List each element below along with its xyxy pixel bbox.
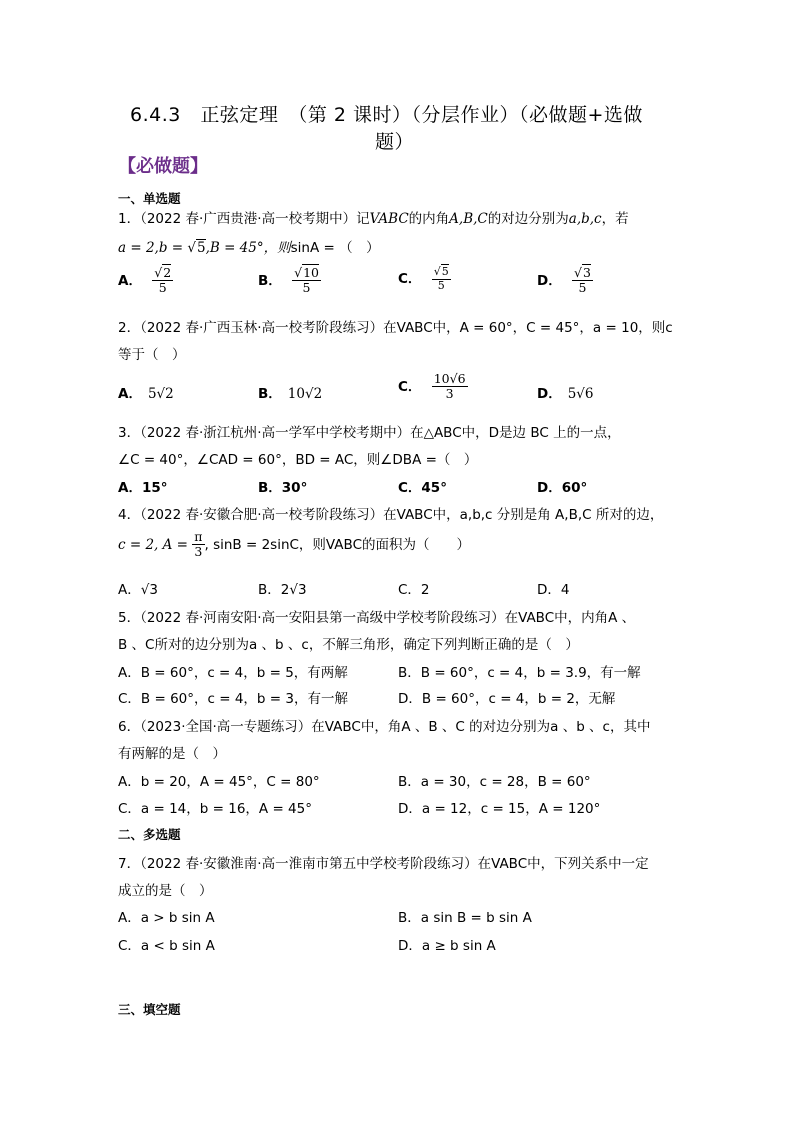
question-7-line2: 成立的是（ ） [118, 883, 213, 899]
section-tag-required [118, 152, 208, 178]
question-2-line1: 2．（2022 春·广西玉林·高一校考阶段练习）在VABC中，A = 60°，C = 45°，a = 10，则c [118, 320, 673, 336]
question-5-line2: B 、C所对的边分别为a 、b 、c，不解三角形，确定下列判断正确的是（ ） [118, 637, 579, 653]
q7-option-b: B．a sin B = b sin A [398, 910, 532, 926]
question-5-line1: 5．（2022 春·河南安阳·高一安阳县第一高级中学校考阶段练习）在VABC中，内角A 、 [118, 610, 636, 626]
tag-text: 【必做题】 [118, 156, 208, 177]
q7-option-d: D．a ≥ b sin A [398, 938, 496, 954]
q1-option-c: C． $\frac{√5}{5}$ [398, 265, 449, 292]
question-6-line2: 有两解的是（ ） [118, 746, 226, 762]
q5-option-c: C．B = 60°，c = 4，b = 3，有一解 [118, 691, 348, 707]
q1-condition: a = 2,b = [118, 240, 188, 256]
q3-option-b: B．30° [258, 480, 308, 496]
q2-option-c: C． $\frac{10√6}{3}$ [398, 371, 466, 402]
q4-option-b: B．2√3 [258, 582, 307, 598]
question-3-line1: 3．（2022 春·浙江杭州·高一学军中学校考期中）在△ABC中，D是边 BC 上的一点， [118, 425, 621, 441]
document-title-line2: 题） [375, 131, 415, 153]
section-heading-fill-in: 三、填空题 [118, 1002, 181, 1017]
document-title-line1: 6.4.3 正弦定理 （第 2 课时）（分层作业）（必做题+选做 [130, 104, 643, 126]
q1-ask: sinA = （ ） [290, 240, 380, 256]
section-heading-single-choice: 一、单选题 [118, 191, 181, 206]
q7-option-a: A．a > b sin A [118, 910, 215, 926]
q1-tail: ，若 [601, 211, 629, 227]
q5-option-a: A．B = 60°，c = 4，b = 5，有两解 [118, 665, 348, 681]
q1-mid2: 的对边分别为 [487, 211, 569, 227]
q4-option-a: A．√3 [118, 582, 158, 598]
q1-option-b: B． $\frac{√10}{5}$ [258, 265, 319, 296]
q4-option-d: D．4 [537, 582, 570, 598]
q1-option-a: A． $\frac{√2}{5}$ [118, 265, 172, 296]
question-1-line1: 1．（2022 春·广西贵港·高一校考期中）记VABC的内角A,B,C的对边分别为a,b,c，若 [118, 211, 629, 227]
question-4-line2: c = 2, A = $\frac{\pi}{3}$ , sinB = 2sinC，则VABC的面积为（ ） [118, 529, 470, 560]
q2-option-b: B． 10√2 [258, 386, 323, 402]
q5-option-d: D．B = 60°，c = 4，b = 2，无解 [398, 691, 616, 707]
section-heading-multiple-choice: 二、多选题 [118, 827, 181, 842]
q3-option-d: D．60° [537, 480, 588, 496]
q2-option-d: D． 5√6 [537, 386, 594, 402]
question-2-line2: 等于（ ） [118, 347, 186, 363]
q6-option-d: D．a = 12，c = 15，A = 120° [398, 801, 601, 817]
question-3-line2: ∠C = 40°，∠CAD = 60°，BD = AC，则∠DBA =（ ） [118, 452, 478, 468]
q7-option-c: C．a < b sin A [118, 938, 215, 954]
question-4-line1: 4．（2022 春·安徽合肥·高一校考阶段练习）在VABC中，a,b,c 分别是角 A,B,C 所对的边， [118, 507, 664, 523]
q6-option-a: A．b = 20，A = 45°，C = 80° [118, 774, 320, 790]
q3-option-a: A．15° [118, 480, 168, 496]
q5-option-b: B．B = 60°，c = 4，b = 3.9，有一解 [398, 665, 641, 681]
q4-option-c: C．2 [398, 582, 430, 598]
question-1-line2: a = 2,b = √5,B = 45°，则sinA = （ ） [118, 240, 380, 256]
q3-option-c: C．45° [398, 480, 447, 496]
question-6-line1: 6．（2023·全国·高一专题练习）在VABC中，角A 、B 、C 的对边分别为a 、b 、c，其中 [118, 719, 651, 735]
q6-option-c: C．a = 14，b = 16，A = 45° [118, 801, 312, 817]
q2-option-a: A． 5√2 [118, 386, 174, 402]
q1-lead: 1．（2022 春·广西贵港·高一校考期中）记 [118, 211, 370, 227]
q6-option-b: B．a = 30，c = 28，B = 60° [398, 774, 591, 790]
question-7-line1: 7．（2022 春·安徽淮南·高一淮南市第五中学校考阶段练习）在VABC中，下列关系中一定 [118, 856, 649, 872]
q1-mid: 的内角 [408, 211, 450, 227]
q1-option-d: D． $\frac{√3}{5}$ [537, 265, 591, 296]
q1-condition-rest: ,B = 45°，则 [205, 240, 291, 256]
